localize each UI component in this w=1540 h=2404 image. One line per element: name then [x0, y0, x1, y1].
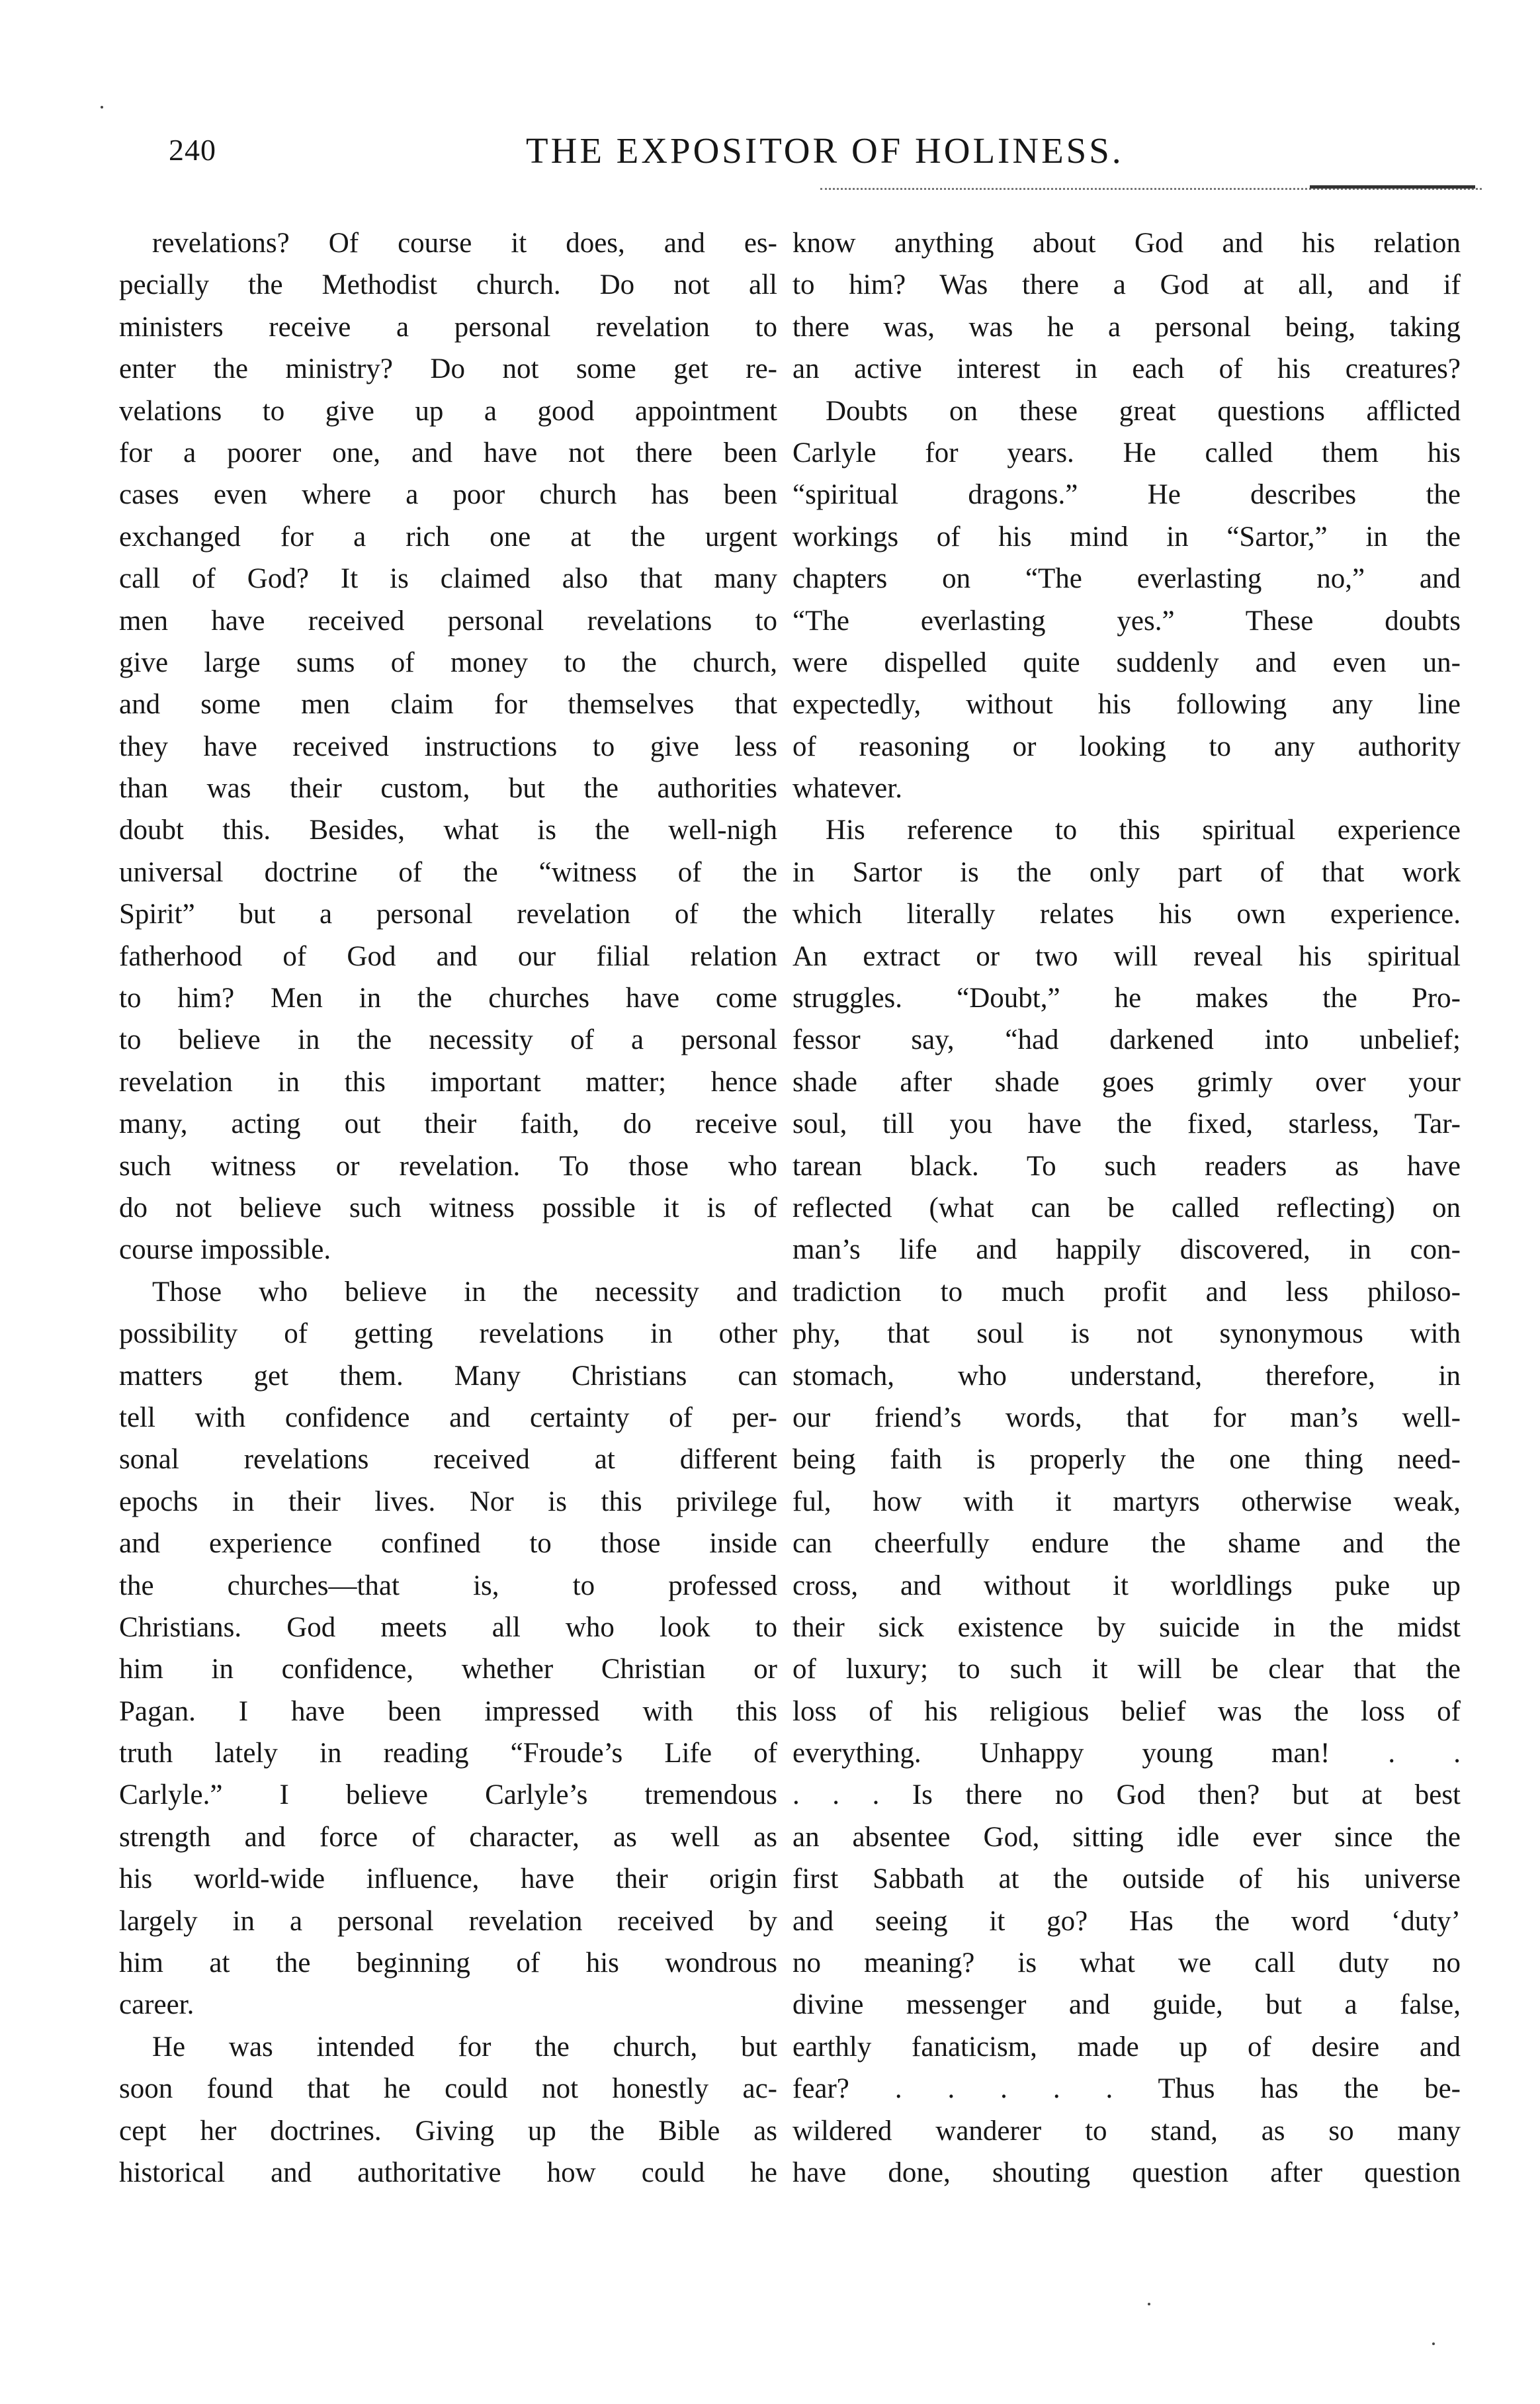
text-line: workings of his mind in “Sartor,” in the — [792, 521, 1461, 553]
running-title: THE EXPOSITOR OF HOLINESS. — [526, 130, 1124, 171]
text-line: fatherhood of God and our filial relation — [119, 940, 777, 972]
text-line: for a poorer one, and have not there been — [119, 437, 777, 468]
text-line: the churches—that is, to professed — [119, 1570, 777, 1601]
text-line: him at the beginning of his wondrous — [119, 1947, 777, 1979]
text-line: in Sartor is the only part of that work — [792, 856, 1461, 888]
text-line: soon found that he could not honestly ac- — [119, 2073, 777, 2105]
text-line: to believe in the necessity of a personal — [119, 1024, 777, 1056]
text-line: fessor say, “had darkened into unbelief; — [792, 1024, 1461, 1056]
text-line: exchanged for a rich one at the urgent — [119, 521, 777, 553]
text-line: loss of his religious belief was the loss of — [792, 1695, 1461, 1727]
text-line: doubt this. Besides, what is the well-nigh — [119, 815, 777, 846]
text-line: reflected (what can be called reflecting) on — [792, 1192, 1461, 1224]
text-line: many, acting out their faith, do receive — [119, 1108, 777, 1140]
text-line: chapters on “The everlasting no,” and — [792, 563, 1461, 595]
text-line: know anything about God and his relation — [792, 228, 1461, 259]
text-line: . . . Is there no God then? but at best — [792, 1779, 1461, 1811]
page-header — [169, 132, 1485, 185]
text-line: “spiritual dragons.” He describes the — [792, 479, 1461, 511]
text-line: such witness or revelation. To those who — [119, 1150, 777, 1182]
text-line: wildered wanderer to stand, as so many — [792, 2115, 1461, 2147]
text-line: Carlyle.” I believe Carlyle’s tremendous — [119, 1779, 777, 1811]
text-line: cases even where a poor church has been — [119, 479, 777, 511]
text-line: tradiction to much profit and less philoso- — [792, 1276, 1461, 1308]
text-line: they have received instructions to give less — [119, 731, 777, 762]
text-line: fear? . . . . . Thus has the be- — [792, 2073, 1461, 2105]
text-line: An extract or two will reveal his spiritual — [792, 940, 1461, 972]
header-rule-accent — [1310, 185, 1475, 189]
text-line: enter the ministry? Do not some get re- — [119, 353, 777, 385]
left-column — [119, 222, 777, 2194]
text-line: cept her doctrines. Giving up the Bible as — [119, 2115, 777, 2147]
text-line: being faith is properly the one thing need- — [792, 1444, 1461, 1476]
text-line: divine messenger and guide, but a false, — [792, 1989, 1461, 2021]
text-line: Spirit” but a personal revelation of the — [119, 899, 777, 930]
text-line: do not believe such witness possible it is of — [119, 1192, 777, 1224]
text-line: of luxury; to such it will be clear that the — [792, 1654, 1461, 1685]
text-line: revelations? Of course it does, and es- — [152, 228, 777, 259]
text-line: men have received personal revelations to — [119, 605, 777, 637]
text-line: were dispelled quite suddenly and even un- — [792, 646, 1461, 678]
text-line: no meaning? is what we call duty no — [792, 1947, 1461, 1979]
text-line: shade after shade goes grimly over your — [792, 1066, 1461, 1098]
text-line: epochs in their lives. Nor is this privilege — [119, 1486, 777, 1517]
text-line: possibility of getting revelations in other — [119, 1318, 777, 1350]
right-column — [792, 222, 1461, 2194]
text-line: stomach, who understand, therefore, in — [792, 1360, 1461, 1392]
text-line: velations to give up a good appointment — [119, 395, 777, 427]
text-line: Those who believe in the necessity and — [152, 1276, 777, 1308]
text-line: course impossible. — [119, 1234, 331, 1266]
text-line: his world-wide influence, have their origin — [119, 1863, 777, 1895]
text-line: which literally relates his own experience. — [792, 899, 1461, 930]
text-line: His reference to this spiritual experience — [826, 815, 1461, 846]
text-line: to him? Men in the churches have come — [119, 983, 777, 1014]
print-speck — [1432, 2342, 1435, 2345]
text-line: struggles. “Doubt,” he makes the Pro- — [792, 983, 1461, 1014]
text-line: to him? Was there a God at all, and if — [792, 269, 1461, 301]
text-line: earthly fanaticism, made up of desire and — [792, 2031, 1461, 2063]
text-line: phy, that soul is not synonymous with — [792, 1318, 1461, 1350]
text-line: an active interest in each of his creatures? — [792, 353, 1461, 385]
text-line: truth lately in reading “Froude’s Life of — [119, 1738, 777, 1769]
text-line: Pagan. I have been impressed with this — [119, 1695, 777, 1727]
text-line: revelation in this important matter; hence — [119, 1066, 777, 1098]
text-line: first Sabbath at the outside of his universe — [792, 1863, 1461, 1895]
text-line: an absentee God, sitting idle ever since the — [792, 1821, 1461, 1853]
text-line: and some men claim for themselves that — [119, 689, 777, 721]
text-line: tell with confidence and certainty of per- — [119, 1402, 777, 1433]
text-line: give large sums of money to the church, — [119, 646, 777, 678]
text-line: He was intended for the church, but — [152, 2031, 777, 2063]
text-line: whatever. — [792, 773, 902, 805]
text-line: everything. Unhappy young man! . . — [792, 1738, 1461, 1769]
text-line: ministers receive a personal revelation to — [119, 311, 777, 343]
text-line: man’s life and happily discovered, in con- — [792, 1234, 1461, 1266]
text-line: sonal revelations received at different — [119, 1444, 777, 1476]
text-line: our friend’s words, that for man’s well- — [792, 1402, 1461, 1433]
text-line: historical and authoritative how could he — [119, 2157, 777, 2188]
text-line: have done, shouting question after question — [792, 2157, 1461, 2188]
text-line: than was their custom, but the authorities — [119, 773, 777, 805]
text-line: there was, was he a personal being, taking — [792, 311, 1461, 343]
text-line: strength and force of character, as well as — [119, 1821, 777, 1853]
text-line: Carlyle for years. He called them his — [792, 437, 1461, 468]
text-line: their sick existence by suicide in the midst — [792, 1611, 1461, 1643]
text-line: of reasoning or looking to any authority — [792, 731, 1461, 762]
page-number: 240 — [169, 133, 216, 167]
text-line: cross, and without it worldlings puke up — [792, 1570, 1461, 1601]
text-line: pecially the Methodist church. Do not all — [119, 269, 777, 301]
text-line: universal doctrine of the “witness of the — [119, 856, 777, 888]
print-speck — [101, 106, 103, 109]
text-line: him in confidence, whether Christian or — [119, 1654, 777, 1685]
text-line: “The everlasting yes.” These doubts — [792, 605, 1461, 637]
text-line: and experience confined to those inside — [119, 1528, 777, 1560]
text-line: can cheerfully endure the shame and the — [792, 1528, 1461, 1560]
text-line: matters get them. Many Christians can — [119, 1360, 777, 1392]
text-line: career. — [119, 1989, 194, 2021]
text-line: Christians. God meets all who look to — [119, 1611, 777, 1643]
print-speck — [1148, 2303, 1150, 2305]
text-line: largely in a personal revelation received by — [119, 1905, 777, 1937]
text-line: and seeing it go? Has the word ‘duty’ — [792, 1905, 1461, 1937]
text-line: ful, how with it martyrs otherwise weak, — [792, 1486, 1461, 1517]
text-line: soul, till you have the fixed, starless, Tar- — [792, 1108, 1461, 1140]
text-line: expectedly, without his following any line — [792, 689, 1461, 721]
text-line: tarean black. To such readers as have — [792, 1150, 1461, 1182]
text-line: call of God? It is claimed also that many — [119, 563, 777, 595]
text-line: Doubts on these great questions afflicted — [826, 395, 1461, 427]
